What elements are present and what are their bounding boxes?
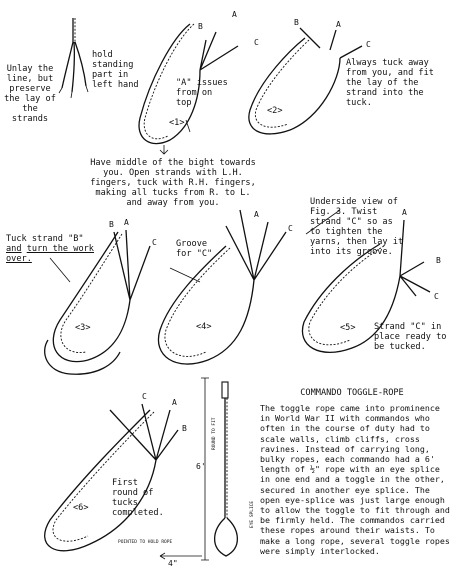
toggle-bottom-note: POINTED TO HOLD ROPE <box>118 540 173 545</box>
strand-label-c-fig3: C <box>152 238 157 247</box>
note-tuck-strand-b <box>6 234 116 264</box>
figure-number-2: <2> <box>267 106 283 116</box>
strand-label-a-fig3: A <box>124 218 129 227</box>
figure-number-5: <5> <box>340 323 356 333</box>
note-strand-c-in-place: Strand "C" in place ready to be tucked. <box>374 322 447 352</box>
note-first-round: First round of tucks completed. <box>112 478 164 518</box>
note-hold-standing-part: hold standing part in left hand <box>92 50 139 90</box>
strand-label-a-fig1: A <box>232 10 237 19</box>
figure-number-4: <4> <box>196 322 212 332</box>
strand-label-c-fig2: C <box>366 40 371 49</box>
strand-label-c-fig5: C <box>434 292 439 301</box>
strand-label-b-fig1: B <box>198 22 203 31</box>
note-bight-instructions: Have middle of the bight towards you. Open strands with L.H. fingers, tuck with R.H. fingers, making all tucks from R. to L. and away from you. <box>90 158 256 208</box>
strand-label-c-fig6: C <box>142 392 147 401</box>
note-a-issues: "A" issues from on top <box>176 78 228 108</box>
toggle-eye-splice-note: EYE SPLICE <box>250 500 255 528</box>
note-unlay: Unlay the line, but preserve the lay of the strands <box>4 64 56 124</box>
toggle-side-note: ROUND TO FIT <box>212 417 217 450</box>
strand-label-b-fig5: B <box>436 256 441 265</box>
strand-label-b-fig6: B <box>182 424 187 433</box>
note-underside-view: Underside view of Fig. 3. Twist strand "C" so as to tighten the yarns, then lay it into its groove. <box>310 197 404 257</box>
strand-label-a-fig6: A <box>172 398 177 407</box>
toggle-length-mark: 6' <box>196 462 206 471</box>
note-always-tuck: Always tuck away from you, and fit the lay of the strand into the tuck. <box>346 58 434 108</box>
note-turn-work-over: turn the work over. <box>6 244 94 264</box>
strand-label-a-fig2: A <box>336 20 341 29</box>
strand-label-a-fig5: A <box>402 208 407 217</box>
toggle-rope-description: The toggle rope came into prominence in World War II with commandos who often in the course of duty had to scale walls, climb cliffs, cross ravines. Instead of carrying long, bulky ropes, each commando had a 6' length of ½" rope with an eye splice in one end and a toggle in the other, secured in another eye splice. The open eye-splice was just large enough to allow the toggle to fit through and be firmly held. The commandos carried these ropes around their waists. To make a long rope, several toggle ropes were simply interlocked. <box>260 403 450 556</box>
note-groove-for-c: Groove for "C" <box>176 239 213 259</box>
strand-label-a-fig4: A <box>254 210 259 219</box>
figure-number-6: <6> <box>73 503 89 513</box>
unlaid-rope-drawing <box>59 18 88 98</box>
figure-number-1: <1> <box>169 118 185 128</box>
figure-4-drawing <box>158 210 286 364</box>
note-tuck-b-text: Tuck strand "B" <box>6 234 84 244</box>
strand-label-b-fig2: B <box>294 18 299 27</box>
toggle-width-mark: 4" <box>168 559 178 568</box>
note-tuck-b-and: and <box>6 244 22 254</box>
strand-label-b-fig3: B <box>109 220 114 229</box>
strand-label-c-fig1: C <box>254 38 259 47</box>
strand-label-c-fig4: C <box>288 224 293 233</box>
figure-number-3: <3> <box>75 323 91 333</box>
toggle-rope-title: COMMANDO TOGGLE-ROPE <box>300 388 404 398</box>
